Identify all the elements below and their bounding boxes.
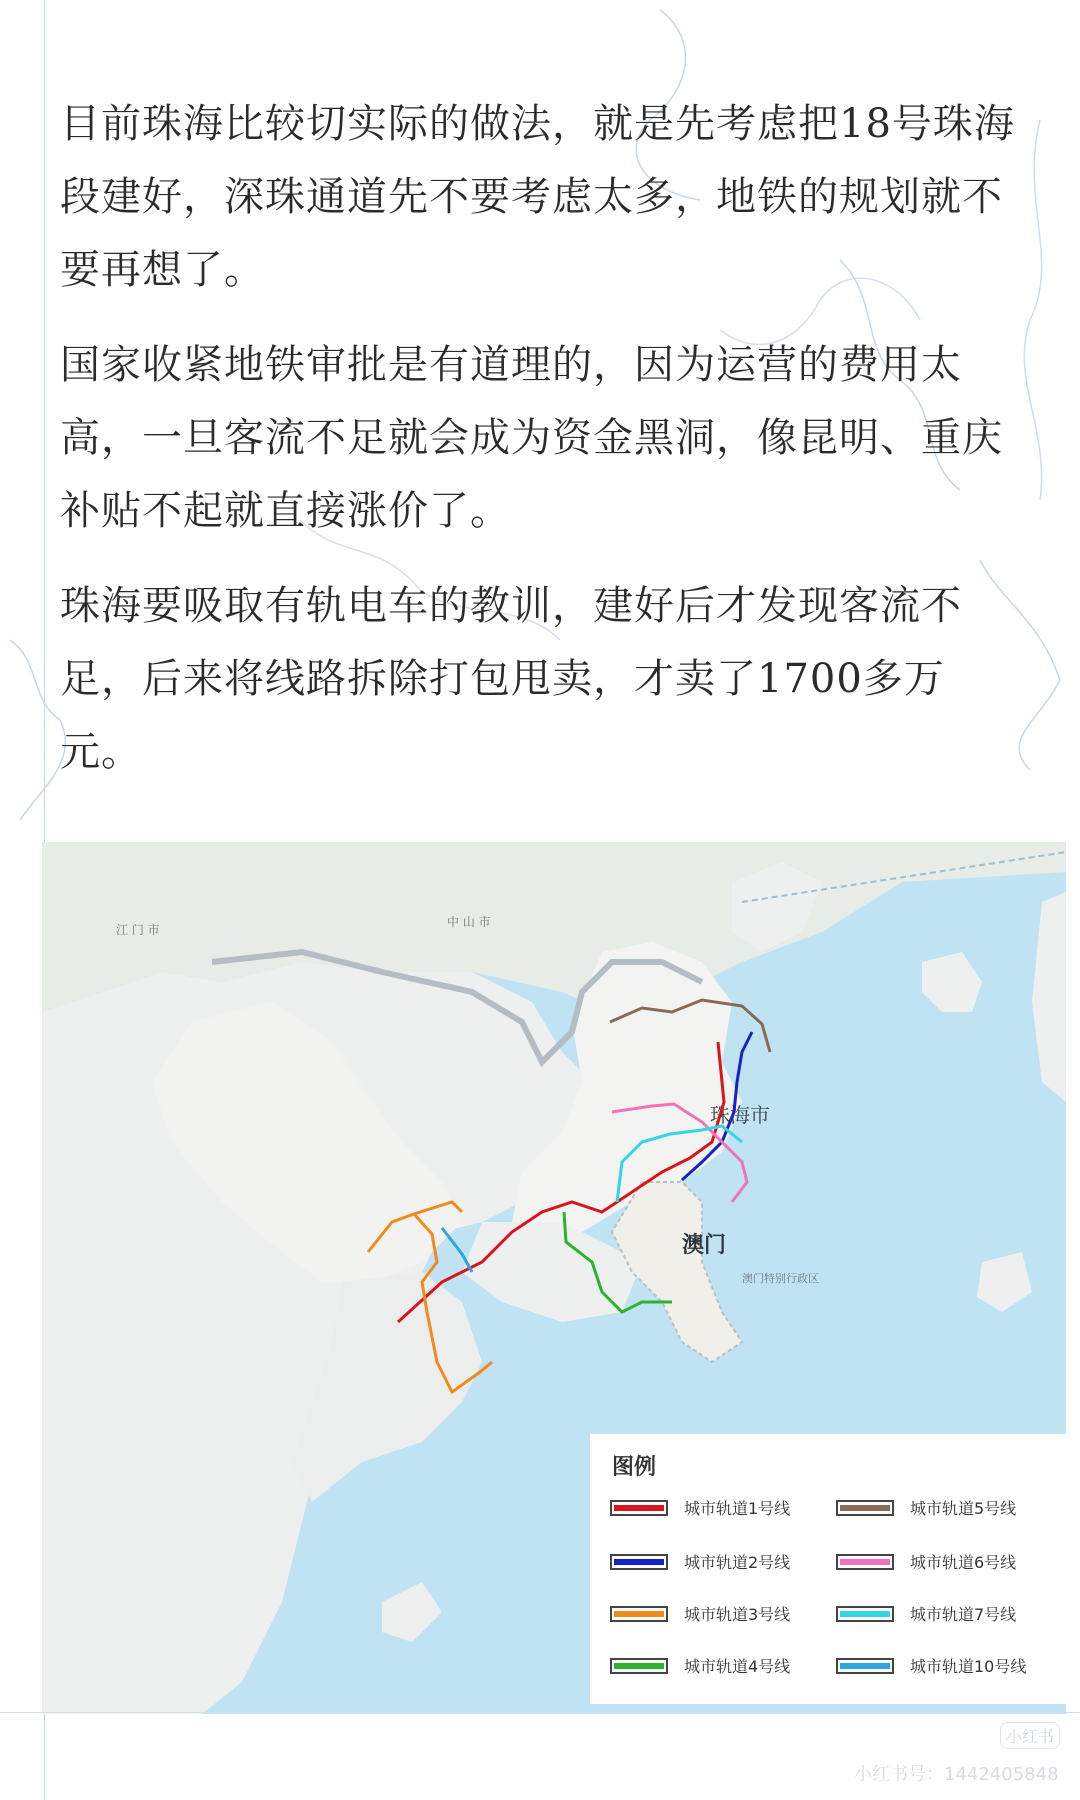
legend-label: 城市轨道6号线 [910,1553,1017,1572]
legend-swatch-color [614,1611,664,1617]
article-paragraph: 目前珠海比较切实际的做法，就是先考虑把18号珠海段建好，深珠通道先不要考虑太多，地铁的规划就不要再想了。 [60,101,1015,293]
legend-item [836,1496,1056,1526]
jiangmen-label: 江 门 市 [116,923,160,937]
legend-swatch-color [614,1505,664,1511]
legend-swatch-color [614,1663,664,1669]
macau-label: 澳门 [682,1233,727,1258]
legend-swatch [610,1606,668,1622]
legend-title: 图例 [612,1455,657,1480]
zhuhai-label: 珠海市 [710,1103,770,1127]
legend-swatch-color [840,1505,890,1511]
page-bottom-divider [0,1712,1080,1713]
legend-swatch [610,1500,668,1516]
legend-swatch [836,1606,894,1622]
watermark-id: 小红书号：1442405848 [854,1764,1059,1785]
legend-label: 城市轨道2号线 [684,1553,791,1572]
article-paragraph: 国家收紧地铁审批是有道理的，因为运营的费用太高，一旦客流不足就会成为资金黑洞，像昆明、重庆补贴不起就直接涨价了。 [60,342,1003,534]
legend-item [610,1602,830,1632]
legend-item [610,1550,830,1580]
legend-item [610,1654,830,1684]
legend-item [836,1602,1056,1632]
zhuhai-rail-transit-map [42,842,1066,1714]
legend-swatch-color [840,1663,890,1669]
legend-swatch [836,1500,894,1516]
legend-label: 城市轨道7号线 [910,1605,1017,1624]
watermark-logo: 小红书 [1000,1722,1060,1749]
article-body [60,88,1020,811]
legend-label: 城市轨道3号线 [684,1605,791,1624]
legend-swatch [836,1554,894,1570]
legend-item [836,1654,1056,1684]
legend-swatch-color [614,1559,664,1565]
legend-label: 城市轨道4号线 [684,1657,791,1676]
legend-swatch [610,1658,668,1674]
legend-swatch-color [840,1559,890,1565]
article-paragraph: 珠海要吸取有轨电车的教训，建好后才发现客流不足，后来将线路拆除打包甩卖，才卖了1700多万元。 [60,583,962,775]
legend-label: 城市轨道1号线 [684,1499,791,1518]
island-east [922,952,982,1012]
island-se [977,1252,1032,1312]
legend-label: 城市轨道5号线 [910,1499,1017,1518]
island-small [382,1582,442,1642]
legend-swatch [836,1658,894,1674]
zhongshan-label: 中 山 市 [447,915,491,929]
legend-item [610,1496,830,1526]
legend-swatch-color [840,1611,890,1617]
map-legend [590,1434,1066,1704]
macau-sar-label: 澳门特别行政区 [742,1272,819,1285]
rail-line-10 [442,1228,472,1272]
legend-swatch [610,1554,668,1570]
island-east-2 [1032,892,1066,1102]
legend-label: 城市轨道10号线 [910,1657,1027,1676]
legend-item [836,1550,1056,1580]
